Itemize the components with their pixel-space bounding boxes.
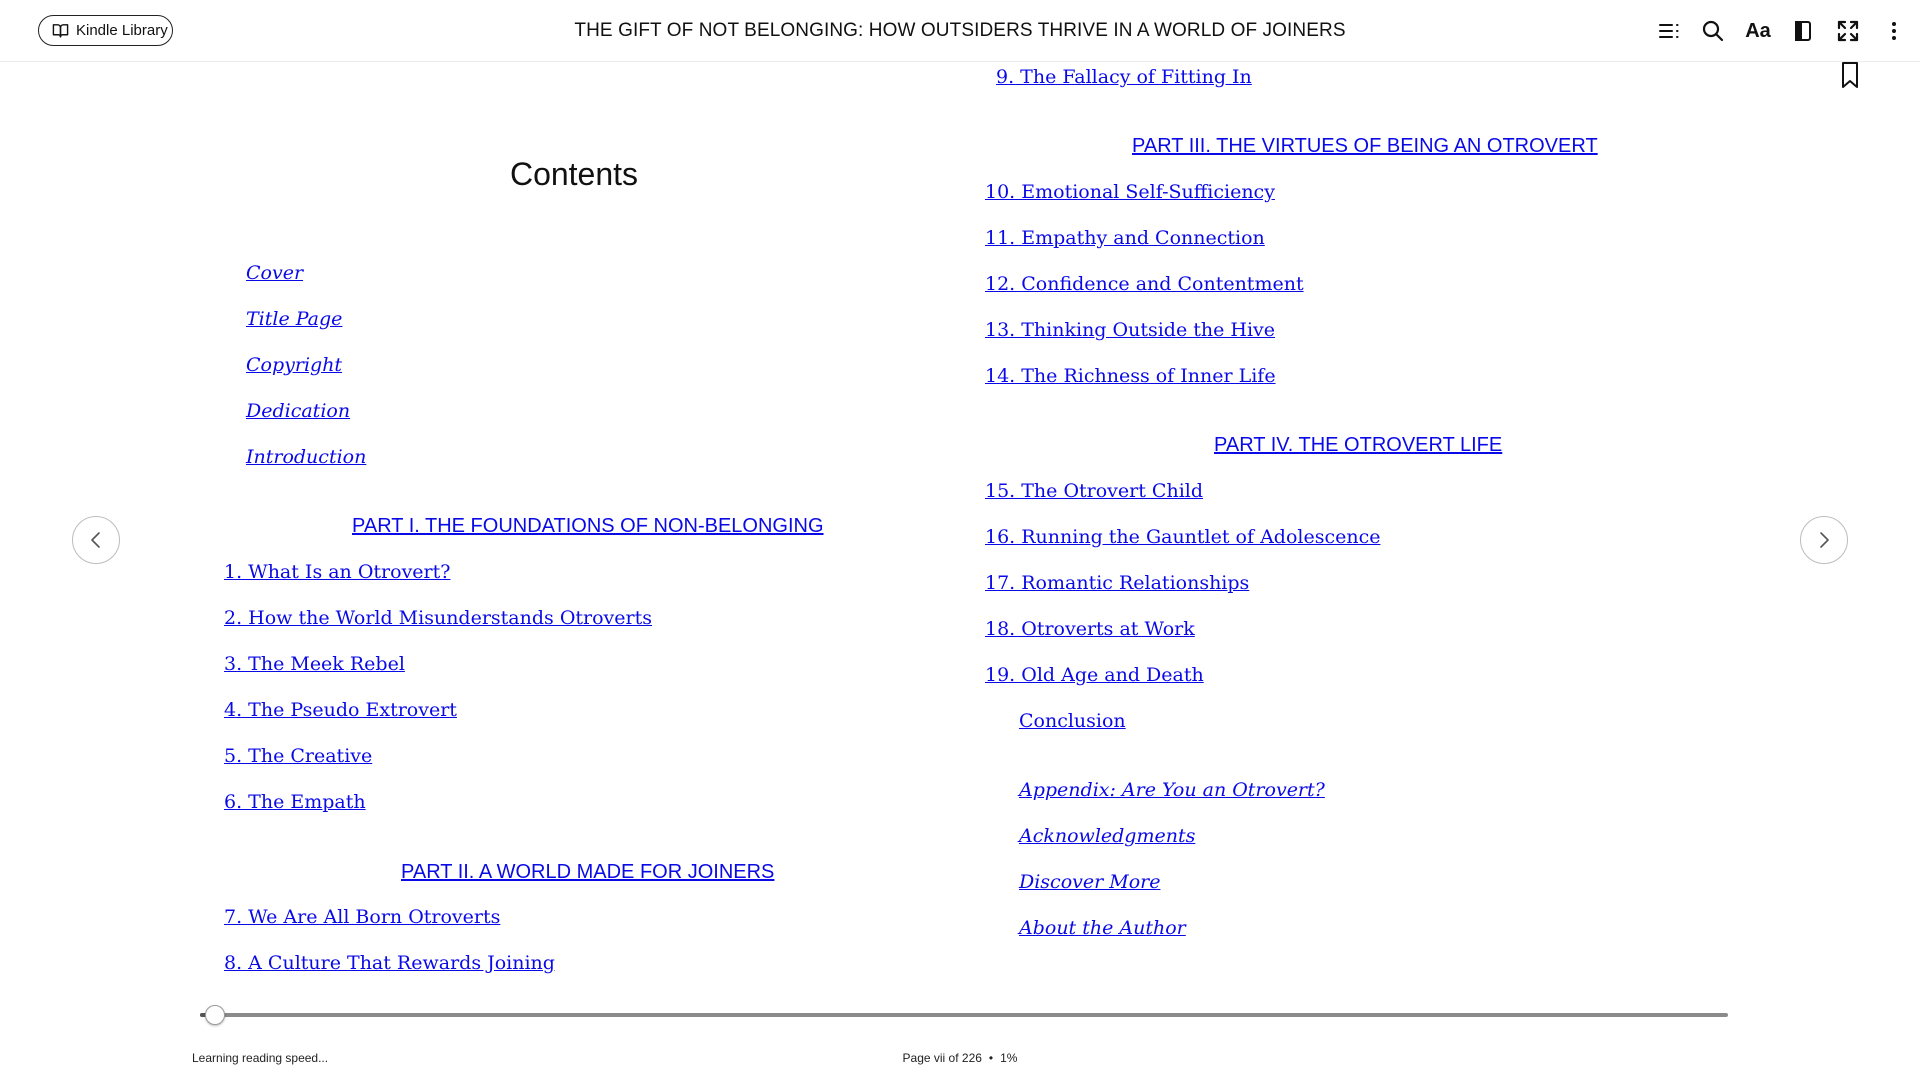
search-icon[interactable] — [1700, 18, 1726, 44]
toc-chapter-13[interactable]: 13. Thinking Outside the Hive — [985, 319, 1276, 341]
kindle-library-label: Kindle Library — [76, 22, 168, 39]
toc-chapter-6[interactable]: 6. The Empath — [224, 791, 366, 813]
page-info: Page vii of 226 — [902, 1051, 982, 1065]
sidebar-panel-icon[interactable] — [1790, 18, 1816, 44]
toc-chapter-12[interactable]: 12. Confidence and Contentment — [985, 273, 1304, 295]
previous-page-button[interactable] — [72, 516, 120, 564]
toc-part-2[interactable]: PART II. A WORLD MADE FOR JOINERS — [401, 861, 775, 883]
toc-chapter-14[interactable]: 14. The Richness of Inner Life — [985, 365, 1276, 387]
toc-chapter-10[interactable]: 10. Emotional Self-Sufficiency — [985, 181, 1275, 203]
toc-link-introduction[interactable]: Introduction — [246, 446, 367, 468]
toc-chapter-4[interactable]: 4. The Pseudo Extrovert — [224, 699, 457, 721]
reader-toolbar — [0, 0, 1920, 62]
reading-progress-handle[interactable] — [205, 1005, 225, 1025]
percent-read: 1% — [1000, 1051, 1018, 1065]
toc-chapter-15[interactable]: 15. The Otrovert Child — [985, 480, 1204, 502]
toc-link-title-page[interactable]: Title Page — [246, 308, 343, 330]
toc-part-4[interactable]: PART IV. THE OTROVERT LIFE — [1214, 434, 1503, 456]
toc-conclusion[interactable]: Conclusion — [1019, 710, 1126, 732]
toc-chapter-9[interactable]: 9. The Fallacy of Fitting In — [996, 66, 1252, 88]
reading-speed-status: Learning reading speed... — [192, 1051, 329, 1065]
toc-part-1[interactable]: PART I. THE FOUNDATIONS OF NON-BELONGING — [352, 515, 824, 537]
fullscreen-icon[interactable] — [1835, 18, 1861, 44]
chevron-right-icon — [1815, 531, 1833, 549]
toc-about-the-author[interactable]: About the Author — [1019, 917, 1186, 939]
font-settings-label: Aa — [1745, 19, 1771, 42]
toc-appendix[interactable]: Appendix: Are You an Otrovert? — [1019, 779, 1325, 801]
book-title: THE GIFT OF NOT BELONGING: HOW OUTSIDERS THRIVE IN A WORLD OF JOINERS — [574, 20, 1346, 41]
chevron-left-icon — [87, 531, 105, 549]
toc-chapter-18[interactable]: 18. Otroverts at Work — [985, 618, 1195, 640]
location-info — [0, 1051, 1920, 1065]
toc-acknowledgments[interactable]: Acknowledgments — [1019, 825, 1196, 847]
more-vertical-icon[interactable] — [1881, 18, 1907, 44]
contents-heading: Contents — [509, 156, 639, 192]
toc-chapter-5[interactable]: 5. The Creative — [224, 745, 373, 767]
toc-link-cover[interactable]: Cover — [246, 262, 304, 284]
toc-link-dedication[interactable]: Dedication — [246, 400, 351, 422]
toc-chapter-16[interactable]: 16. Running the Gauntlet of Adolescence — [985, 526, 1381, 548]
toc-chapter-3[interactable]: 3. The Meek Rebel — [224, 653, 405, 675]
toc-list-icon[interactable] — [1656, 18, 1682, 44]
bookmark-icon[interactable] — [1839, 60, 1861, 90]
toc-chapter-2[interactable]: 2. How the World Misunderstands Otroverts — [224, 607, 653, 629]
toc-chapter-11[interactable]: 11. Empathy and Connection — [985, 227, 1265, 249]
toc-part-3[interactable]: PART III. THE VIRTUES OF BEING AN OTROVERT — [1132, 135, 1598, 157]
toc-link-copyright[interactable]: Copyright — [246, 354, 343, 376]
toc-chapter-19[interactable]: 19. Old Age and Death — [985, 664, 1204, 686]
toc-chapter-7[interactable]: 7. We Are All Born Otroverts — [224, 906, 501, 928]
font-settings-icon[interactable] — [1745, 18, 1771, 44]
next-page-button[interactable] — [1800, 516, 1848, 564]
toc-chapter-8[interactable]: 8. A Culture That Rewards Joining — [224, 952, 555, 974]
toc-chapter-17[interactable]: 17. Romantic Relationships — [985, 572, 1250, 594]
toc-chapter-1[interactable]: 1. What Is an Otrovert? — [224, 561, 451, 583]
separator-dot: • — [988, 1051, 994, 1065]
reading-progress-track[interactable] — [200, 1013, 1728, 1017]
toc-discover-more[interactable]: Discover More — [1019, 871, 1161, 893]
